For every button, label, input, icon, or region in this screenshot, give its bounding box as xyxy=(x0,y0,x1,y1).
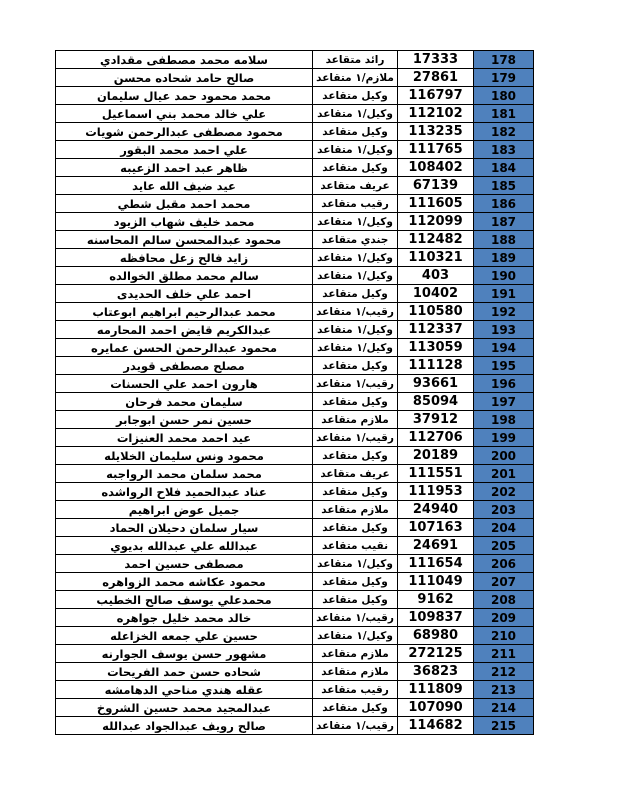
rank-cell: رقيب متقاعد xyxy=(313,195,398,213)
row-index-cell: 206 xyxy=(474,555,534,573)
service-number-cell: 403 xyxy=(398,267,474,285)
name-cell: محمد خليف شهاب الزيود xyxy=(56,213,313,231)
service-number-cell: 111765 xyxy=(398,141,474,159)
row-index-cell: 179 xyxy=(474,69,534,87)
name-cell: خالد محمد خليل جواهره xyxy=(56,609,313,627)
row-index-cell: 208 xyxy=(474,591,534,609)
row-index-cell: 192 xyxy=(474,303,534,321)
rank-cell: وكيل متقاعد xyxy=(313,357,398,375)
rank-cell: وكيل متقاعد xyxy=(313,519,398,537)
rank-cell: وكيل/١ متقاعد xyxy=(313,141,398,159)
table-row xyxy=(56,627,534,645)
retirees-table xyxy=(55,50,534,735)
name-cell: علي خالد محمد بني اسماعيل xyxy=(56,105,313,123)
row-index-cell: 201 xyxy=(474,465,534,483)
row-index-cell: 198 xyxy=(474,411,534,429)
table-row xyxy=(56,357,534,375)
service-number-cell: 109837 xyxy=(398,609,474,627)
name-cell: محمدعلي يوسف صالح الخطيب xyxy=(56,591,313,609)
rank-cell: عريف متقاعد xyxy=(313,177,398,195)
table-row xyxy=(56,123,534,141)
table-row xyxy=(56,159,534,177)
row-index-cell: 214 xyxy=(474,699,534,717)
table-row xyxy=(56,195,534,213)
rank-cell: رقيب/١ متقاعد xyxy=(313,717,398,735)
retirees-table-body xyxy=(56,51,534,735)
service-number-cell: 10402 xyxy=(398,285,474,303)
row-index-cell: 210 xyxy=(474,627,534,645)
rank-cell: عريف متقاعد xyxy=(313,465,398,483)
service-number-cell: 113059 xyxy=(398,339,474,357)
row-index-cell: 183 xyxy=(474,141,534,159)
name-cell: جميل عوض ابراهيم xyxy=(56,501,313,519)
table-row xyxy=(56,231,534,249)
service-number-cell: 111605 xyxy=(398,195,474,213)
rank-cell: جندي متقاعد xyxy=(313,231,398,249)
name-cell: عقله هندي مناحي الدهامشه xyxy=(56,681,313,699)
rank-cell: ملازم متقاعد xyxy=(313,501,398,519)
rank-cell: وكيل متقاعد xyxy=(313,573,398,591)
name-cell: صالح حامد شحاده محسن xyxy=(56,69,313,87)
name-cell: محمود عبدالمحسن سالم المحاسنه xyxy=(56,231,313,249)
name-cell: مصطفى حسين احمد xyxy=(56,555,313,573)
row-index-cell: 212 xyxy=(474,663,534,681)
rank-cell: وكيل متقاعد xyxy=(313,159,398,177)
name-cell: سيار سلمان دحيلان الحماد xyxy=(56,519,313,537)
row-index-cell: 213 xyxy=(474,681,534,699)
row-index-cell: 188 xyxy=(474,231,534,249)
row-index-cell: 196 xyxy=(474,375,534,393)
rank-cell: وكيل/١ متقاعد xyxy=(313,555,398,573)
name-cell: محمد سلمان محمد الرواجبه xyxy=(56,465,313,483)
service-number-cell: 113235 xyxy=(398,123,474,141)
table-row xyxy=(56,645,534,663)
table-row xyxy=(56,69,534,87)
name-cell: حسين علي جمعه الخزاعله xyxy=(56,627,313,645)
table-row xyxy=(56,591,534,609)
row-index-cell: 184 xyxy=(474,159,534,177)
row-index-cell: 178 xyxy=(474,51,534,69)
service-number-cell: 93661 xyxy=(398,375,474,393)
service-number-cell: 67139 xyxy=(398,177,474,195)
name-cell: سلامه محمد مصطفى مقدادي xyxy=(56,51,313,69)
service-number-cell: 107163 xyxy=(398,519,474,537)
name-cell: علي احمد محمد البقور xyxy=(56,141,313,159)
table-row xyxy=(56,717,534,735)
row-index-cell: 189 xyxy=(474,249,534,267)
table-row xyxy=(56,303,534,321)
service-number-cell: 68980 xyxy=(398,627,474,645)
name-cell: محمد عبدالرحيم ابراهيم ابوعتاب xyxy=(56,303,313,321)
row-index-cell: 187 xyxy=(474,213,534,231)
service-number-cell: 112706 xyxy=(398,429,474,447)
name-cell: عبدالكريم قايض احمد المحارمه xyxy=(56,321,313,339)
row-index-cell: 197 xyxy=(474,393,534,411)
rank-cell: وكيل متقاعد xyxy=(313,591,398,609)
name-cell: مشهور حسن يوسف الجوارنه xyxy=(56,645,313,663)
name-cell: صالح رويف عبدالجواد عبدالله xyxy=(56,717,313,735)
name-cell: محمود عكاشه محمد الزواهره xyxy=(56,573,313,591)
table-row xyxy=(56,393,534,411)
service-number-cell: 111654 xyxy=(398,555,474,573)
table-row xyxy=(56,501,534,519)
table-row xyxy=(56,573,534,591)
service-number-cell: 17333 xyxy=(398,51,474,69)
table-row xyxy=(56,339,534,357)
rank-cell: وكيل متقاعد xyxy=(313,699,398,717)
table-row xyxy=(56,285,534,303)
rank-cell: ملازم متقاعد xyxy=(313,645,398,663)
row-index-cell: 191 xyxy=(474,285,534,303)
name-cell: محمود مصطفى عبدالرحمن شويات xyxy=(56,123,313,141)
service-number-cell: 111049 xyxy=(398,573,474,591)
rank-cell: رقيب/١ متقاعد xyxy=(313,429,398,447)
service-number-cell: 24940 xyxy=(398,501,474,519)
rank-cell: وكيل متقاعد xyxy=(313,285,398,303)
rank-cell: وكيل/١ متقاعد xyxy=(313,267,398,285)
name-cell: هارون احمد علي الحسنات xyxy=(56,375,313,393)
service-number-cell: 20189 xyxy=(398,447,474,465)
service-number-cell: 111809 xyxy=(398,681,474,699)
table-row xyxy=(56,411,534,429)
table-row xyxy=(56,465,534,483)
rank-cell: وكيل/١ متقاعد xyxy=(313,249,398,267)
service-number-cell: 111953 xyxy=(398,483,474,501)
row-index-cell: 202 xyxy=(474,483,534,501)
rank-cell: وكيل متقاعد xyxy=(313,123,398,141)
rank-cell: وكيل متقاعد xyxy=(313,483,398,501)
service-number-cell: 112099 xyxy=(398,213,474,231)
table-row xyxy=(56,483,534,501)
rank-cell: رقيب/١ متقاعد xyxy=(313,609,398,627)
rank-cell: وكيل/١ متقاعد xyxy=(313,321,398,339)
name-cell: محمد احمد مقبل شطي xyxy=(56,195,313,213)
row-index-cell: 186 xyxy=(474,195,534,213)
rank-cell: ملازم/١ متقاعد xyxy=(313,69,398,87)
row-index-cell: 207 xyxy=(474,573,534,591)
rank-cell: وكيل/١ متقاعد xyxy=(313,627,398,645)
row-index-cell: 199 xyxy=(474,429,534,447)
table-row xyxy=(56,699,534,717)
name-cell: محمود ونس سليمان الخلايله xyxy=(56,447,313,465)
row-index-cell: 182 xyxy=(474,123,534,141)
name-cell: حسين نمر حسن ابوجابر xyxy=(56,411,313,429)
name-cell: زايد فالح زعل محافظه xyxy=(56,249,313,267)
table-row xyxy=(56,537,534,555)
row-index-cell: 211 xyxy=(474,645,534,663)
name-cell: عيد ضيف الله عايد xyxy=(56,177,313,195)
name-cell: مصلح مصطفى قويدر xyxy=(56,357,313,375)
row-index-cell: 190 xyxy=(474,267,534,285)
name-cell: سليمان محمد فرحان xyxy=(56,393,313,411)
row-index-cell: 185 xyxy=(474,177,534,195)
row-index-cell: 194 xyxy=(474,339,534,357)
table-row xyxy=(56,213,534,231)
service-number-cell: 114682 xyxy=(398,717,474,735)
table-row xyxy=(56,555,534,573)
row-index-cell: 200 xyxy=(474,447,534,465)
rank-cell: وكيل متقاعد xyxy=(313,393,398,411)
rank-cell: وكيل متقاعد xyxy=(313,447,398,465)
service-number-cell: 107090 xyxy=(398,699,474,717)
service-number-cell: 111128 xyxy=(398,357,474,375)
table-row xyxy=(56,447,534,465)
service-number-cell: 112482 xyxy=(398,231,474,249)
rank-cell: وكيل/١ متقاعد xyxy=(313,105,398,123)
table-row xyxy=(56,663,534,681)
table-row xyxy=(56,51,534,69)
name-cell: محمد محمود حمد عيال سليمان xyxy=(56,87,313,105)
name-cell: عبدالمجيد محمد حسين الشروخ xyxy=(56,699,313,717)
table-row xyxy=(56,267,534,285)
rank-cell: رائد متقاعد xyxy=(313,51,398,69)
service-number-cell: 9162 xyxy=(398,591,474,609)
row-index-cell: 180 xyxy=(474,87,534,105)
table-row xyxy=(56,105,534,123)
table-row xyxy=(56,681,534,699)
service-number-cell: 116797 xyxy=(398,87,474,105)
rank-cell: رقيب متقاعد xyxy=(313,681,398,699)
row-index-cell: 209 xyxy=(474,609,534,627)
name-cell: سالم محمد مطلق الخوالده xyxy=(56,267,313,285)
service-number-cell: 24691 xyxy=(398,537,474,555)
rank-cell: ملازم متقاعد xyxy=(313,411,398,429)
name-cell: احمد علي خلف الحديدى xyxy=(56,285,313,303)
table-row xyxy=(56,87,534,105)
table-row xyxy=(56,177,534,195)
service-number-cell: 85094 xyxy=(398,393,474,411)
name-cell: شحاده حسن حمد الفريحات xyxy=(56,663,313,681)
table-row xyxy=(56,375,534,393)
table-row xyxy=(56,609,534,627)
rank-cell: ملازم متقاعد xyxy=(313,663,398,681)
row-index-cell: 195 xyxy=(474,357,534,375)
row-index-cell: 205 xyxy=(474,537,534,555)
row-index-cell: 193 xyxy=(474,321,534,339)
name-cell: عيد احمد محمد العنيزات xyxy=(56,429,313,447)
service-number-cell: 111551 xyxy=(398,465,474,483)
name-cell: ظاهر عبد احمد الزعيبه xyxy=(56,159,313,177)
row-index-cell: 215 xyxy=(474,717,534,735)
rank-cell: وكيل/١ متقاعد xyxy=(313,339,398,357)
service-number-cell: 110580 xyxy=(398,303,474,321)
table-row xyxy=(56,249,534,267)
rank-cell: رقيب/١ متقاعد xyxy=(313,303,398,321)
rank-cell: وكيل متقاعد xyxy=(313,87,398,105)
service-number-cell: 27861 xyxy=(398,69,474,87)
row-index-cell: 181 xyxy=(474,105,534,123)
service-number-cell: 36823 xyxy=(398,663,474,681)
row-index-cell: 204 xyxy=(474,519,534,537)
service-number-cell: 37912 xyxy=(398,411,474,429)
service-number-cell: 110321 xyxy=(398,249,474,267)
name-cell: عناد عبدالحميد فلاح الرواشده xyxy=(56,483,313,501)
service-number-cell: 272125 xyxy=(398,645,474,663)
rank-cell: رقيب/١ متقاعد xyxy=(313,375,398,393)
service-number-cell: 112337 xyxy=(398,321,474,339)
service-number-cell: 112102 xyxy=(398,105,474,123)
table-row xyxy=(56,141,534,159)
name-cell: محمود عبدالرحمن الحسن عمايره xyxy=(56,339,313,357)
table-row xyxy=(56,519,534,537)
table-row xyxy=(56,429,534,447)
row-index-cell: 203 xyxy=(474,501,534,519)
table-row xyxy=(56,321,534,339)
rank-cell: نقيب متقاعد xyxy=(313,537,398,555)
rank-cell: وكيل/١ متقاعد xyxy=(313,213,398,231)
name-cell: عبدالله علي عبدالله بديوي xyxy=(56,537,313,555)
service-number-cell: 108402 xyxy=(398,159,474,177)
